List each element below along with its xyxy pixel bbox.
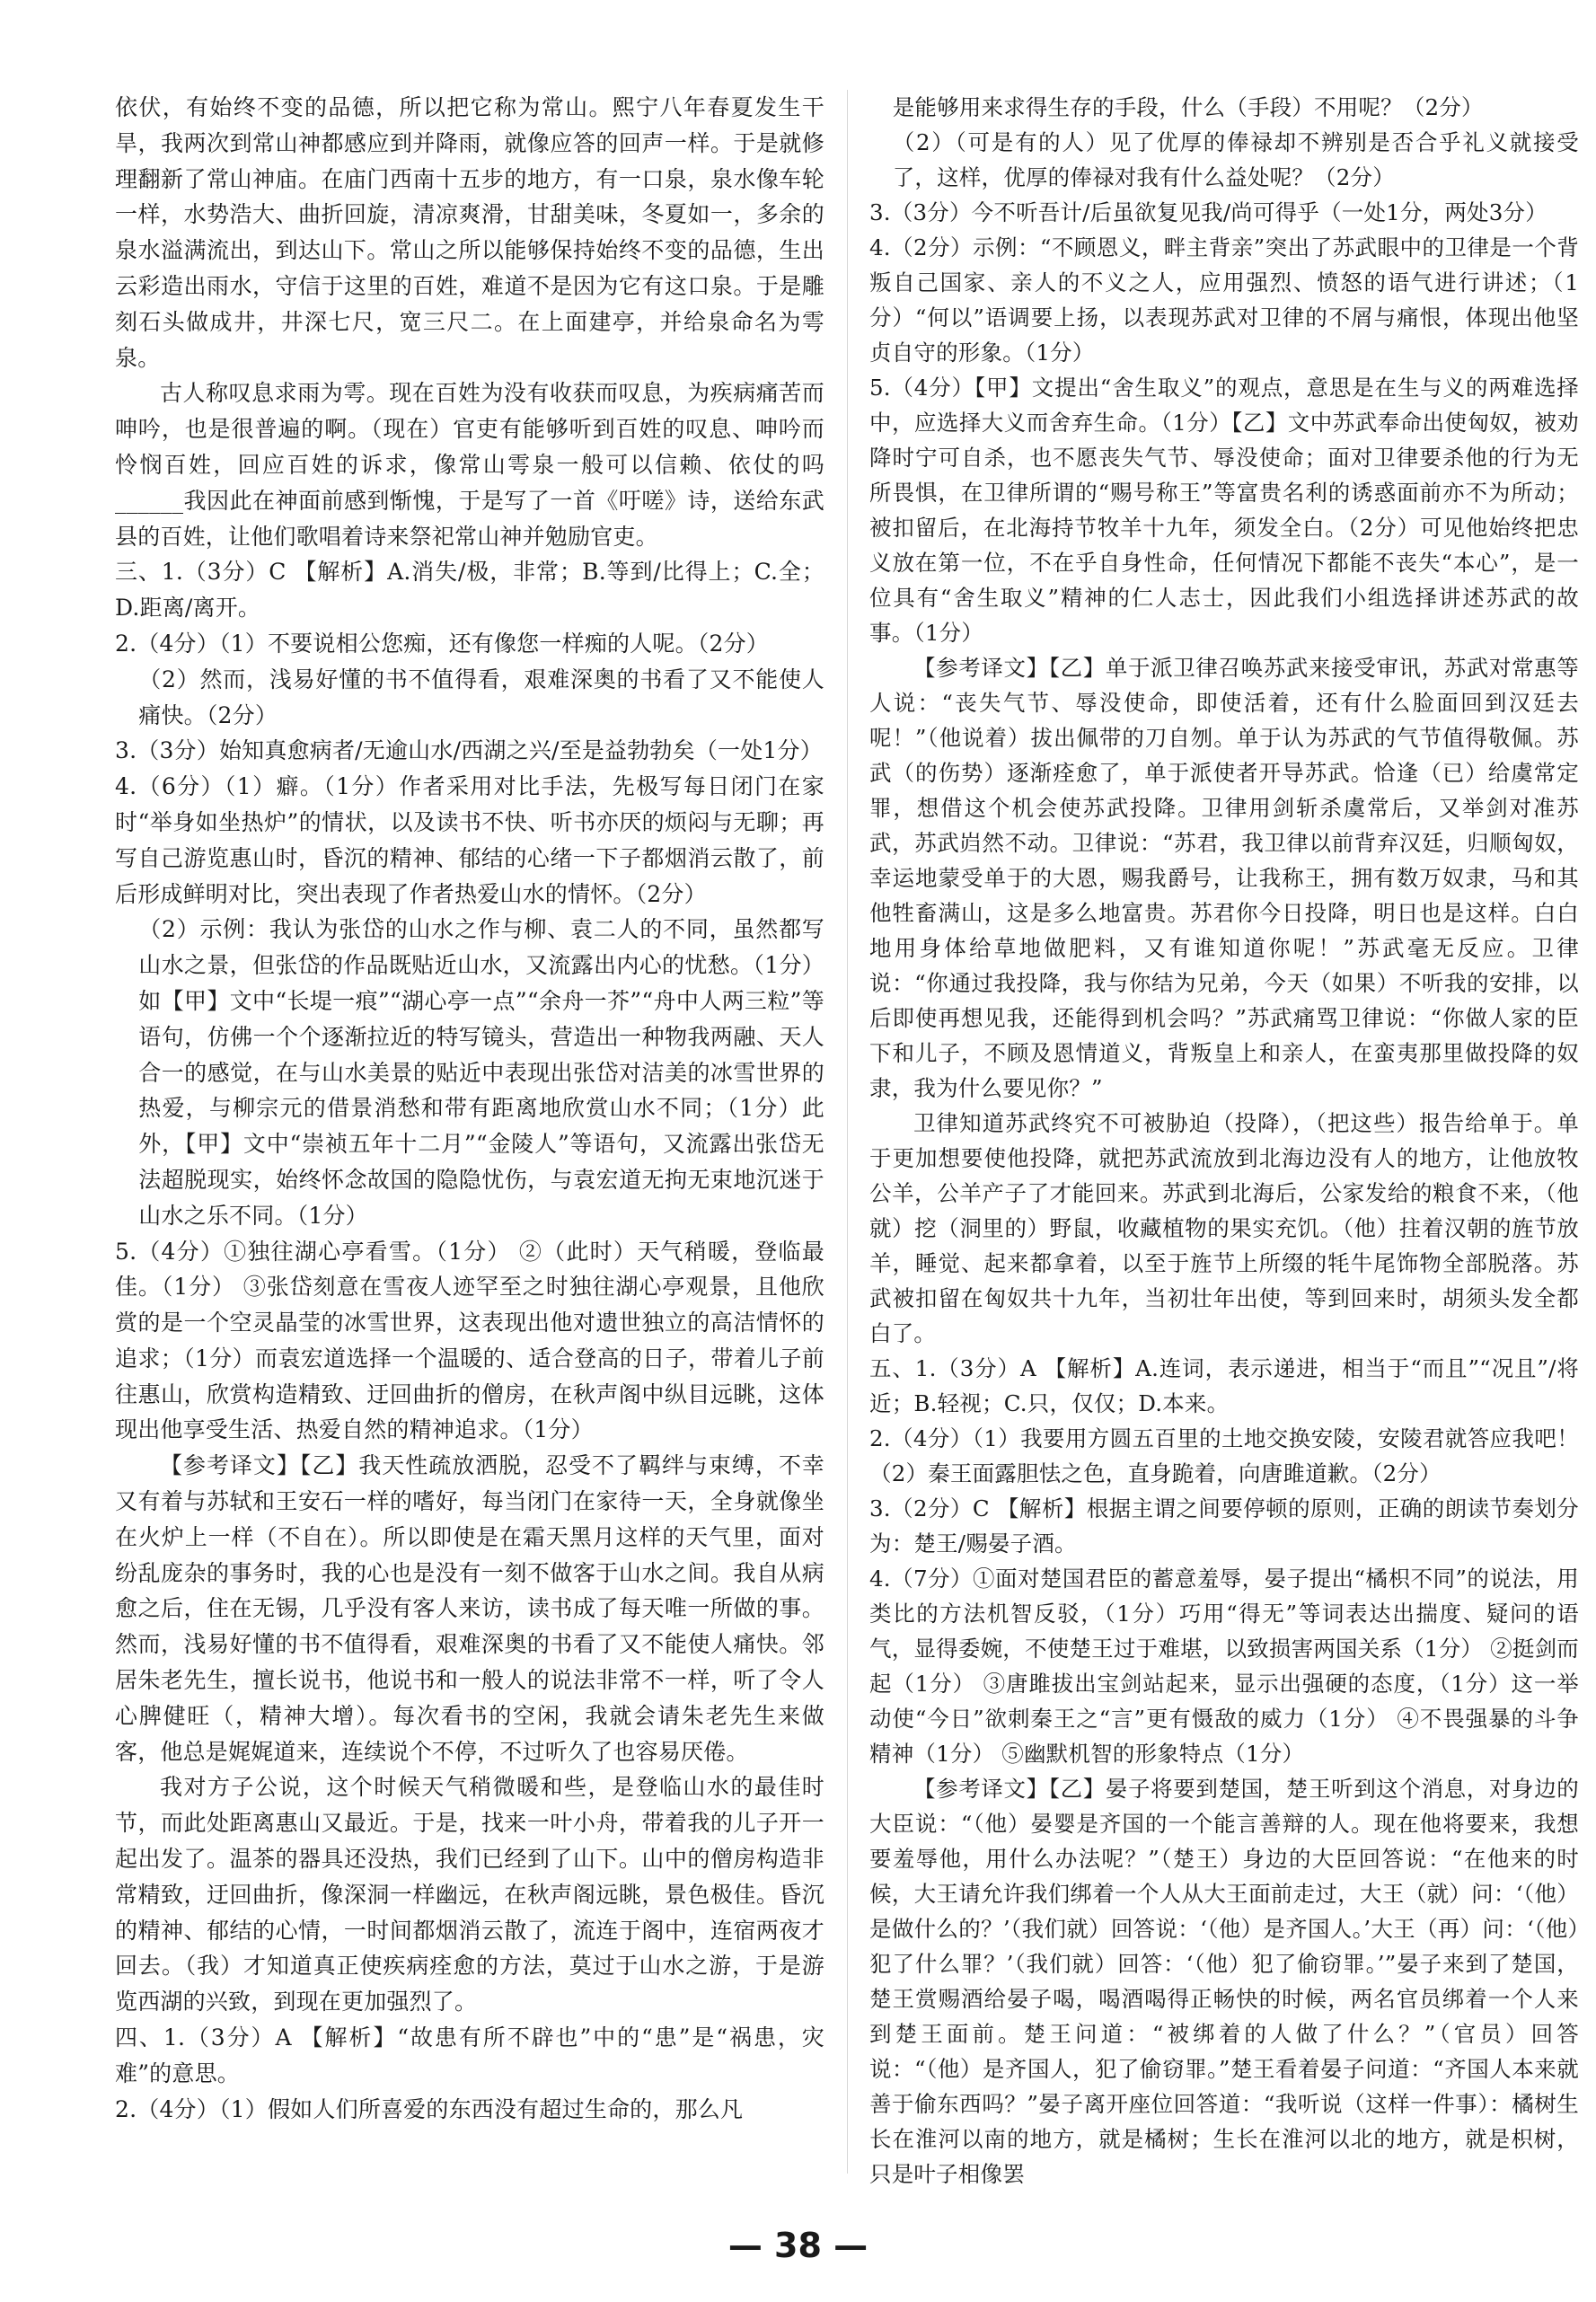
paragraph: 5.（4分）①独往湖心亭看雪。（1分） ②（此时）天气稍暖，登临最佳。（1分） ③张岱刻意在雪夜人迹罕至之时独往湖心亭观景，且他欣赏的是一个空灵晶莹的冰雪世界，这表现出他对遗世独立的高洁情怀的追求；（1分）而袁宏道选择一个温暖的、适合登高的日子，带着儿子前往惠山，欣赏构造精致、迂回曲折的僧房，在秋声阁中纵目远眺，这体现出他享受生活、热爱自然的精神追求。（1分） [115,1238,824,1443]
paragraph: 3.（3分）始知真愈病者/无逾山水/西湖之兴/至是益勃勃矣（一处1分） [115,737,823,764]
paragraph: 4.（7分）①面对楚国君臣的蓄意羞辱，晏子提出“橘枳不同”的说法，用类比的方法机智反驳，（1分）巧用“得无”等词表达出揣度、疑问的语气，显得委婉，不使楚王过于难堪，以致损害两国关系（1分） ②挺剑而起（1分） ③唐雎拔出宝剑站起来，显示出强硬的态度，（1分）这一举动使“今日”欲刺秦王之“言”更有慑敌的威力（1分） ④不畏强暴的斗争精神（1分） ⑤幽默机智的形象特点（1分） [869,1566,1579,1767]
column-divider [847,90,848,2174]
paragraph: 【参考译文】【乙】晏子将要到楚国，楚王听到这个消息，对身边的大臣说：“（他）晏婴是齐国的一个能言善辩的人。现在他将要来，我想要羞辱他，用什么办法呢？”（楚王）身边的大臣回答说：“在他来的时候，大王请允许我们绑着一个人从大王面前走过，大王（就）问：‘（他）是做什么的？’（我们就）回答说：‘（他）是齐国人。’大王（再）问：‘（他）犯了什么罪？’（我们就）回答：‘（他）犯了偷窃罪。’”晏子来到了楚国，楚王赏赐酒给晏子喝，喝酒喝得正畅快的时候，两名官员绑着一个人来到楚王面前。楚王问道：“被绑着的人做了什么？”（官员）回答说：“（他）是齐国人，犯了偷窃罪。”楚王看着晏子问道：“齐国人本来就善于偷东西吗？”晏子离开座位回答道：“我听说（这样一件事）：橘树生长在淮河以南的地方，就是橘树；生长在淮河以北的地方，就是枳树，只是叶子相像罢 [869,1776,1579,2187]
left-column [115,90,824,2127]
paragraph: 4.（2分）示例：“不顾恩义，畔主背亲”突出了苏武眼中的卫律是一个背叛自己国家、亲人的不义之人，应用强烈、愤怒的语气进行讲述；（1分）“何以”语调要上扬，以表现苏武对卫律的不屑与痛恨，体现出他坚贞自守的形象。（1分） [869,234,1579,366]
paragraph: 五、1.（3分）A 【解析】A.连词，表示递进，相当于“而且”“况且”/将近；B.轻视；C.只，仅仅；D.本来。 [869,1355,1579,1416]
paragraph: 古人称叹息求雨为雩。现在百姓为没有收获而叹息，为疾病痛苦而呻吟，也是很普遍的啊。（现在）官吏有能够听到百姓的叹息、呻吟而怜悯百姓，回应百姓的诉求，像常山雩泉一般可以信赖、依仗的吗______我因此在神面前感到惭愧，于是写了一首《吁嗟》诗，送给东武县的百姓，让他们歌唱着诗来祭祀常山神并勉励官吏。 [115,380,824,550]
paragraph: 2.（4分）（1）假如人们所喜爱的东西没有超过生命的，那么凡 [115,2095,744,2122]
paragraph: 【参考译文】【乙】我天性疏放洒脱，忍受不了羁绊与束缚，不幸又有着与苏轼和王安石一样的嗜好，每当闭门在家待一天，全身就像坐在火炉上一样（不自在）。所以即使是在霜天黑月这样的天气里，面对纷乱庞杂的事务时，我的心也是没有一刻不做客于山水之间。我自从病愈之后，住在无锡，几乎没有客人来访，读书成了每天唯一所做的事。然而，浅易好懂的书不值得看，艰难深奥的书看了又不能使人痛快。邻居朱老先生，擅长说书，他说书和一般人的说法非常不一样，听了令人心脾健旺（，精神大增）。每次看书的空闲，我就会请朱老先生来做客，他总是娓娓道来，连续说个不停，不过听久了也容易厌倦。 [115,1452,824,1765]
paragraph: 三、1.（3分）C 【解析】A.消失/极，非常；B.等到/比得上；C.全；D.距离/离开。 [115,559,824,622]
right-column [869,90,1579,2192]
paragraph: 5.（4分）【甲】文提出“舍生取义”的观点，意思是在生与义的两难选择中，应选择大义而舍弃生命。（1分）【乙】文中苏武奉命出使匈奴，被劝降时宁可自杀，也不愿丧失气节、辱没使命；面对卫律要杀他的行为无所畏惧，在卫律所谓的“赐号称王”等富贵名利的诱惑面前亦不为所动；被扣留后，在北海持节牧羊十九年，须发全白。（2分）可见他始终把忠义放在第一位，不在乎自身性命，任何情况下都能不丧失“本心”，是一位具有“舍生取义”精神的仁人志士，因此我们小组选择讲述苏武的故事。（1分） [869,375,1579,646]
paragraph: 卫律知道苏武终究不可被胁迫（投降），（把这些）报告给单于。单于更加想要使他投降，就把苏武流放到北海边没有人的地方，让他放牧公羊，公羊产子了才能回来。苏武到北海后，公家发给的粮食不来，（他就）挖（洞里的）野鼠，收藏植物的果实充饥。（他）拄着汉朝的旌节放羊，睡觉、起来都拿着，以至于旌节上所缀的牦牛尾饰物全部脱落。苏武被扣留在匈奴共十九年，当初壮年出使，等到回来时，胡须头发全都白了。 [869,1110,1579,1346]
paragraph: 2.（4分）（1）不要说相公您痴，还有像您一样痴的人呢。（2分） [115,630,769,657]
paragraph: （2）（可是有的人）见了优厚的俸禄却不辨别是否合乎礼义就接受了，这样，优厚的俸禄对我有什么益处呢？（2分） [892,129,1579,190]
paragraph: （2）示例：我认为张岱的山水之作与柳、袁二人的不同，虽然都写山水之景，但张岱的作品既贴近山水，又流露出内心的忧愁。（1分）如【甲】文中“长堤一痕”“湖心亭一点”“余舟一芥”“舟中人两三粒”等语句，仿佛一个个逐渐拉近的特写镜头，营造出一种物我两融、天人合一的感觉，在与山水美景的贴近中表现出张岱对洁美的冰雪世界的热爱，与柳宗元的借景消愁和带有距离地欣赏山水不同；（1分）此外，【甲】文中“崇祯五年十二月”“金陵人”等语句，又流露出张岱无法超脱现实，始终怀念故国的隐隐忧伤，与袁宏道无拘无束地沉迷于山水之乐不同。（1分） [138,916,824,1229]
paragraph: 我对方子公说，这个时候天气稍微暖和些，是登临山水的最佳时节，而此处距离惠山又最近。于是，找来一叶小舟，带着我的儿子开一起出发了。温茶的器具还没热，我们已经到了山下。山中的僧房构造非常精致，迂回曲折，像深洞一样幽远，在秋声阁远眺，景色极佳。昏沉的精神、郁结的心情，一时间都烟消云散了，流连于阁中，连宿两夜才回去。（我）才知道真正使疾病痊愈的方法，莫过于山水之游，于是游览西湖的兴致，到现在更加强烈了。 [115,1774,824,2015]
paragraph: 2.（4分）（1）我要用方圆五百里的土地交换安陵，安陵君就答应我吧！（2）秦王面露胆怯之色，直身跪着，向唐雎道歉。（2分） [869,1425,1579,1486]
paragraph: 4.（6分）（1）癖。（1分）作者采用对比手法，先极写每日闭门在家时“举身如坐热炉”的情状，以及读书不快、听书亦厌的烦闷与无聊；再写自己游览惠山时，昏沉的精神、郁结的心绪一下子都烟消云散了，前后形成鲜明对比，突出表现了作者热爱山水的情怀。（2分） [115,773,824,907]
paragraph: 3.（3分）今不听吾计/后虽欲复见我/尚可得乎（一处1分，两处3分） [869,199,1548,225]
paragraph: 是能够用来求得生存的手段，什么（手段）不用呢？（2分） [892,94,1484,120]
paragraph: 【参考译文】【乙】单于派卫律召唤苏武来接受审讯，苏武对常惠等人说：“丧失气节、辱没使命，即使活着，还有什么脸面回到汉廷去呢！”（他说着）拔出佩带的刀自刎。单于认为苏武的气节值得敬佩。苏武（的伤势）逐渐痊愈了，单于派使者开导苏武。恰逢（已）给虞常定罪，想借这个机会使苏武投降。卫律用剑斩杀虞常后，又举剑对准苏武，苏武岿然不动。卫律说：“苏君，我卫律以前背弃汉廷，归顺匈奴，幸运地蒙受单于的大恩，赐我爵号，让我称王，拥有数万奴隶，马和其他牲畜满山，这是多么地富贵。苏君你今日投降，明日也是这样。白白地用身体给草地做肥料，又有谁知道你呢！”苏武毫无反应。卫律说：“你通过我投降，我与你结为兄弟，今天（如果）不听我的安排，以后即使再想见我，还能得到机会吗？”苏武痛骂卫律说：“你做人家的臣下和儿子，不顾及恩情道义，背叛皇上和亲人，在蛮夷那里做投降的奴隶，我为什么要见你？” [869,655,1579,1101]
paragraph: 依伏，有始终不变的品德，所以把它称为常山。熙宁八年春夏发生干旱，我两次到常山神都感应到并降雨，就像应答的回声一样。于是就修理翻新了常山神庙。在庙门西南十五步的地方，有一口泉，泉水像车轮一样，水势浩大、曲折回旋，清凉爽滑，甘甜美味，冬夏如一，多余的泉水溢满流出，到达山下。常山之所以能够保持始终不变的品德，生出云彩造出雨水，守信于这里的百姓，难道不是因为它有这口泉。于是雕刻石头做成井，井深七尺，宽三尺二。在上面建亭，并给泉命名为雩泉。 [115,94,824,371]
paragraph: （2）然而，浅易好懂的书不值得看，艰难深奥的书看了又不能使人痛快。（2分） [138,666,824,728]
paragraph: 3.（2分）C 【解析】根据主谓之间要停顿的原则，正确的朗读节奏划分为：楚王/赐晏子酒。 [869,1495,1579,1557]
paragraph: 四、1.（3分）A 【解析】“故患有所不辟也”中的“患”是“祸患，灾难”的意思。 [115,2024,824,2086]
page-number: — 38 — [727,2226,869,2265]
